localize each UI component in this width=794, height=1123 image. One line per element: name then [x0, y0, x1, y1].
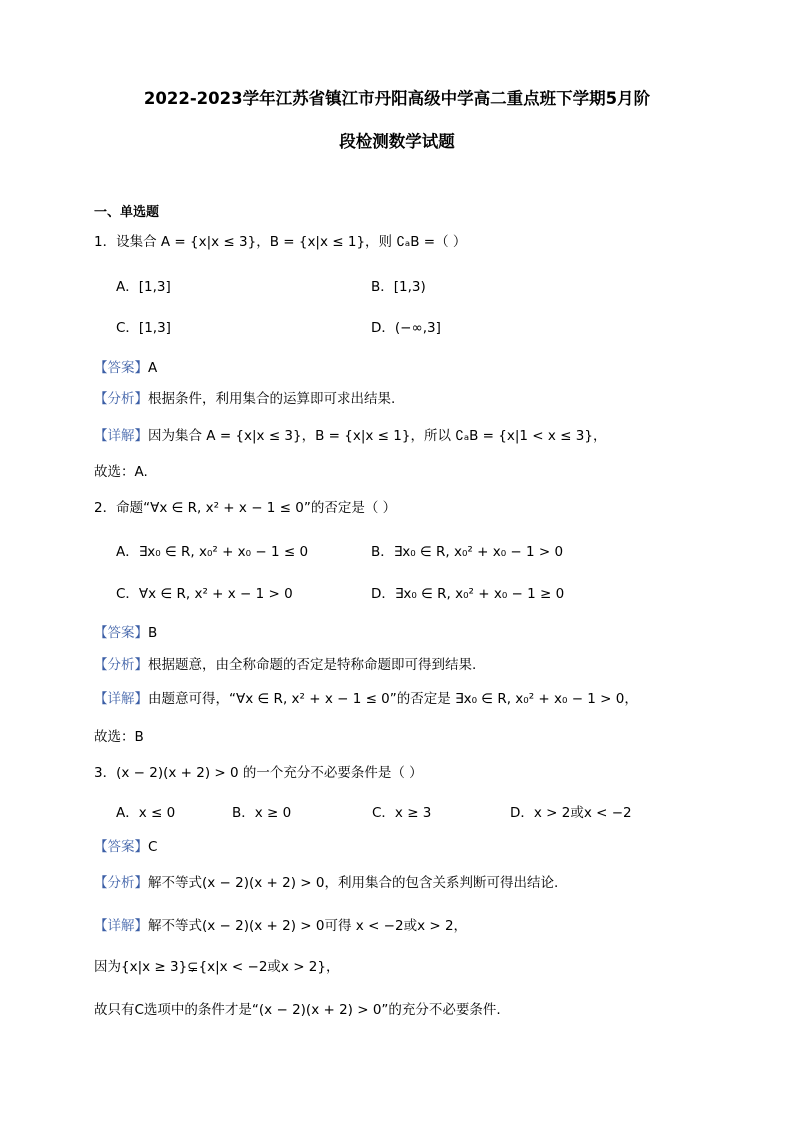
q2-stem: 2．命题“∀x ∈ R, x² + x − 1 ≤ 0”的否定是（ ）: [94, 500, 397, 516]
q2-analysis: [94, 659, 476, 673]
q1-option-b: B．[1,3): [371, 279, 426, 295]
detail-text: 因为集合 A = {x|x ≤ 3}，B = {x|x ≤ 1}，所以 ∁ₐB = {x|1 < x ≤ 3}，: [148, 428, 607, 444]
q3-option-d: D．x > 2或x < −2: [510, 805, 632, 821]
answer-tag: 【答案】: [94, 625, 148, 641]
section-heading: 一、单选题: [94, 205, 160, 220]
q2-detail: [94, 693, 638, 707]
q1-detail: [94, 430, 606, 444]
q1-stem: 1．设集合 A = {x|x ≤ 3}，B = {x|x ≤ 1}，则 ∁ₐB =（ ）: [94, 234, 467, 250]
q2-answer: [94, 627, 157, 641]
detail-tag: 【详解】: [94, 428, 148, 444]
answer-tag: 【答案】: [94, 360, 148, 376]
analysis-tag: 【分析】: [94, 657, 148, 673]
q1-answer: [94, 362, 157, 376]
q3-stem: 3．(x − 2)(x + 2) > 0 的一个充分不必要条件是（ ）: [94, 765, 423, 781]
q2-option-d: D．∃x₀ ∈ R, x₀² + x₀ − 1 ≥ 0: [371, 586, 565, 602]
q1-option-d: D．(−∞,3]: [371, 320, 441, 336]
detail-tag: 【详解】: [94, 918, 148, 934]
page-title-line2: 段检测数学试题: [339, 132, 455, 151]
answer-value: A: [148, 360, 158, 376]
q1-option-a: A．[1,3]: [116, 279, 171, 295]
q3-analysis: [94, 877, 558, 891]
analysis-tag: 【分析】: [94, 391, 148, 407]
analysis-text: 根据题意，由全称命题的否定是特称命题即可得到结果.: [148, 657, 477, 673]
q1-analysis: [94, 393, 395, 407]
detail-tag: 【详解】: [94, 691, 148, 707]
q2-option-c: C．∀x ∈ R, x² + x − 1 > 0: [116, 586, 293, 602]
q3-option-c: C．x ≥ 3: [372, 805, 432, 821]
answer-value: B: [148, 625, 158, 641]
analysis-text: 解不等式(x − 2)(x + 2) > 0，利用集合的包含关系判断可得出结论.: [148, 875, 559, 891]
q3-detail-line2: 因为{x|x ≥ 3}⊊{x|x < −2或x > 2}，: [94, 959, 340, 975]
q3-detail-line3: 故只有C选项中的条件才是“(x − 2)(x + 2) > 0”的充分不必要条件.: [94, 1002, 501, 1018]
q2-conclusion: 故选：B: [94, 729, 144, 745]
page-title-line1: 2022-2023学年江苏省镇江市丹阳高级中学高二重点班下学期5月阶: [143, 89, 651, 108]
q2-option-a: A．∃x₀ ∈ R, x₀² + x₀ − 1 ≤ 0: [116, 544, 309, 560]
answer-tag: 【答案】: [94, 839, 148, 855]
q3-option-b: B．x ≥ 0: [232, 805, 292, 821]
answer-value: C: [148, 839, 158, 855]
analysis-text: 根据条件，利用集合的运算即可求出结果.: [148, 391, 396, 407]
detail-text: 解不等式(x − 2)(x + 2) > 0可得 x < −2或x > 2，: [148, 918, 468, 934]
analysis-tag: 【分析】: [94, 875, 148, 891]
detail-text: 由题意可得，“∀x ∈ R, x² + x − 1 ≤ 0”的否定是 ∃x₀ ∈ R, x₀² + x₀ − 1 > 0，: [148, 691, 638, 707]
q3-option-a: A．x ≤ 0: [116, 805, 176, 821]
q3-detail: [94, 920, 467, 934]
q1-conclusion: 故选：A.: [94, 464, 148, 480]
q2-option-b: B．∃x₀ ∈ R, x₀² + x₀ − 1 > 0: [371, 544, 564, 560]
q1-option-c: C．[1,3]: [116, 320, 171, 336]
q3-answer: [94, 841, 157, 855]
